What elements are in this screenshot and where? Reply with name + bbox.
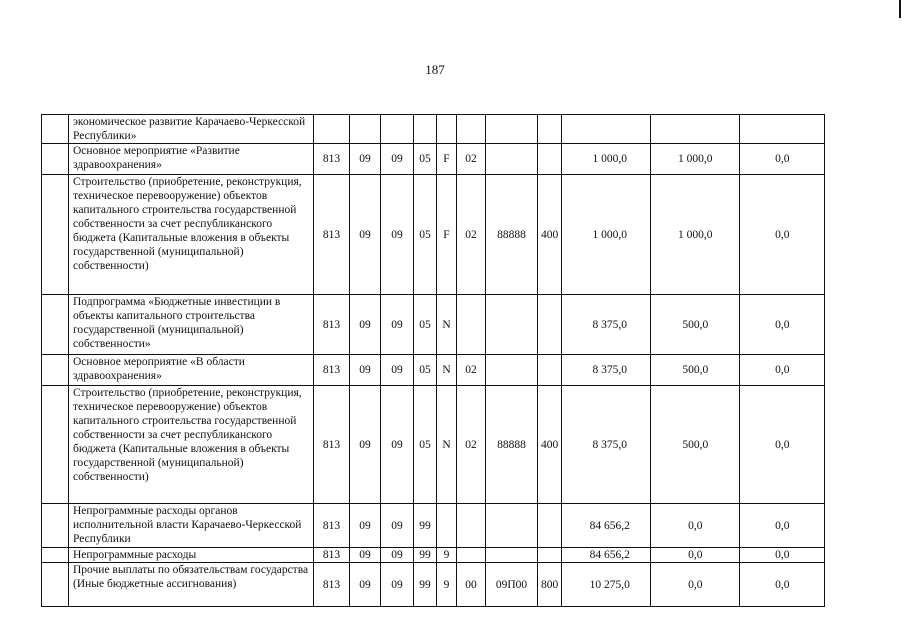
row-name-cell: Основное мероприятие «Развитие здравоохранения»	[69, 144, 314, 175]
table-row	[42, 355, 825, 386]
table-row	[42, 175, 825, 295]
row-name-cell: Непрограммные расходы	[69, 548, 314, 563]
measure-cell: 02	[457, 175, 486, 295]
section-cell: 09	[350, 295, 381, 355]
section-cell: 09	[350, 175, 381, 295]
amount-cell: 8 375,0	[562, 386, 651, 504]
measure-cell: 02	[457, 355, 486, 386]
subsection-cell: 09	[381, 548, 414, 563]
measure-cell	[457, 115, 486, 144]
table-row	[42, 563, 825, 607]
program-cell: 05	[414, 386, 437, 504]
expense-type-cell	[538, 504, 562, 548]
subsection-cell: 09	[381, 295, 414, 355]
direction-cell	[486, 548, 538, 563]
program-cell: 05	[414, 355, 437, 386]
section-cell	[350, 115, 381, 144]
table-row	[42, 548, 825, 563]
subprogram-cell: 9	[437, 563, 457, 607]
amount-cell: 1 000,0	[562, 175, 651, 295]
table-row	[42, 504, 825, 548]
expense-type-cell	[538, 144, 562, 175]
table-row	[42, 115, 825, 144]
code-813-cell: 813	[314, 563, 350, 607]
amount-second-cell: 500,0	[651, 355, 740, 386]
amount-second-cell: 1 000,0	[651, 175, 740, 295]
subprogram-cell	[437, 115, 457, 144]
amount-cell: 84 656,2	[562, 504, 651, 548]
expense-type-cell: 400	[538, 386, 562, 504]
direction-cell	[486, 115, 538, 144]
amount-cell: 1 000,0	[562, 144, 651, 175]
row-number-cell	[42, 355, 69, 386]
code-813-cell	[314, 115, 350, 144]
expense-type-cell	[538, 548, 562, 563]
subsection-cell: 09	[381, 355, 414, 386]
code-813-cell: 813	[314, 548, 350, 563]
amount-third-cell	[740, 115, 825, 144]
subsection-cell: 09	[381, 144, 414, 175]
code-813-cell: 813	[314, 144, 350, 175]
measure-cell	[457, 548, 486, 563]
amount-second-cell: 0,0	[651, 548, 740, 563]
subsection-cell: 09	[381, 504, 414, 548]
code-813-cell: 813	[314, 175, 350, 295]
amount-third-cell: 0,0	[740, 548, 825, 563]
measure-cell: 02	[457, 144, 486, 175]
program-cell: 99	[414, 548, 437, 563]
subprogram-cell: N	[437, 355, 457, 386]
amount-third-cell: 0,0	[740, 144, 825, 175]
direction-cell: 09П00	[486, 563, 538, 607]
budget-table	[41, 114, 825, 607]
program-cell: 99	[414, 563, 437, 607]
row-number-cell	[42, 115, 69, 144]
code-813-cell: 813	[314, 386, 350, 504]
subprogram-cell: F	[437, 144, 457, 175]
subsection-cell: 09	[381, 563, 414, 607]
amount-second-cell	[651, 115, 740, 144]
section-cell: 09	[350, 144, 381, 175]
amount-third-cell: 0,0	[740, 563, 825, 607]
row-number-cell	[42, 295, 69, 355]
section-cell: 09	[350, 355, 381, 386]
amount-cell: 8 375,0	[562, 295, 651, 355]
code-813-cell: 813	[314, 295, 350, 355]
row-number-cell	[42, 504, 69, 548]
expense-type-cell	[538, 115, 562, 144]
direction-cell: 88888	[486, 386, 538, 504]
amount-cell	[562, 115, 651, 144]
row-number-cell	[42, 144, 69, 175]
row-name-cell: Прочие выплаты по обязательствам государства (Иные бюджетные ассигнования)	[69, 563, 314, 607]
scan-edge-mark	[899, 0, 901, 18]
amount-second-cell: 1 000,0	[651, 144, 740, 175]
amount-third-cell: 0,0	[740, 386, 825, 504]
subprogram-cell: N	[437, 295, 457, 355]
subsection-cell: 09	[381, 175, 414, 295]
expense-type-cell: 800	[538, 563, 562, 607]
direction-cell: 88888	[486, 175, 538, 295]
table-row	[42, 144, 825, 175]
program-cell: 05	[414, 175, 437, 295]
program-cell: 05	[414, 295, 437, 355]
subsection-cell: 09	[381, 386, 414, 504]
amount-cell: 84 656,2	[562, 548, 651, 563]
amount-cell: 10 275,0	[562, 563, 651, 607]
amount-second-cell: 0,0	[651, 563, 740, 607]
subprogram-cell: N	[437, 386, 457, 504]
amount-third-cell: 0,0	[740, 355, 825, 386]
row-name-cell: Основное мероприятие «В области здравоохранения»	[69, 355, 314, 386]
code-813-cell: 813	[314, 504, 350, 548]
row-number-cell	[42, 386, 69, 504]
table-row	[42, 386, 825, 504]
expense-type-cell	[538, 355, 562, 386]
section-cell: 09	[350, 504, 381, 548]
direction-cell	[486, 504, 538, 548]
amount-third-cell: 0,0	[740, 295, 825, 355]
measure-cell	[457, 295, 486, 355]
amount-third-cell: 0,0	[740, 504, 825, 548]
table-row	[42, 295, 825, 355]
row-name-cell: Строительство (приобретение, реконструкция, техническое перевооружение) объектов капитального строительства государственной собственности за счет республиканского бюджета (Капитальные вложения в объекты государственной (муниципальной) собственности)	[69, 386, 314, 504]
subprogram-cell: F	[437, 175, 457, 295]
row-name-cell: экономическое развитие Карачаево-Черкесской Республики»	[69, 115, 314, 144]
program-cell: 05	[414, 144, 437, 175]
row-number-cell	[42, 175, 69, 295]
row-name-cell: Строительство (приобретение, реконструкция, техническое перевооружение) объектов капитального строительства государственной собственности за счет республиканского бюджета (Капитальные вложения в объекты государственной (муниципальной) собственности)	[69, 175, 314, 295]
row-name-cell: Непрограммные расходы органов исполнительной власти Карачаево-Черкесской Республики	[69, 504, 314, 548]
page-number: 187	[425, 62, 445, 77]
subprogram-cell	[437, 504, 457, 548]
subprogram-cell: 9	[437, 548, 457, 563]
program-cell: 99	[414, 504, 437, 548]
measure-cell: 00	[457, 563, 486, 607]
direction-cell	[486, 355, 538, 386]
amount-second-cell: 500,0	[651, 386, 740, 504]
measure-cell	[457, 504, 486, 548]
section-cell: 09	[350, 548, 381, 563]
section-cell: 09	[350, 386, 381, 504]
expense-type-cell	[538, 295, 562, 355]
direction-cell	[486, 295, 538, 355]
expense-type-cell: 400	[538, 175, 562, 295]
row-number-cell	[42, 563, 69, 607]
measure-cell: 02	[457, 386, 486, 504]
code-813-cell: 813	[314, 355, 350, 386]
program-cell	[414, 115, 437, 144]
amount-cell: 8 375,0	[562, 355, 651, 386]
amount-third-cell: 0,0	[740, 175, 825, 295]
section-cell: 09	[350, 563, 381, 607]
subsection-cell	[381, 115, 414, 144]
direction-cell	[486, 144, 538, 175]
row-name-cell: Подпрограмма «Бюджетные инвестиции в объекты капитального строительства государственной (муниципальной) собственности»	[69, 295, 314, 355]
amount-second-cell: 500,0	[651, 295, 740, 355]
row-number-cell	[42, 548, 69, 563]
amount-second-cell: 0,0	[651, 504, 740, 548]
